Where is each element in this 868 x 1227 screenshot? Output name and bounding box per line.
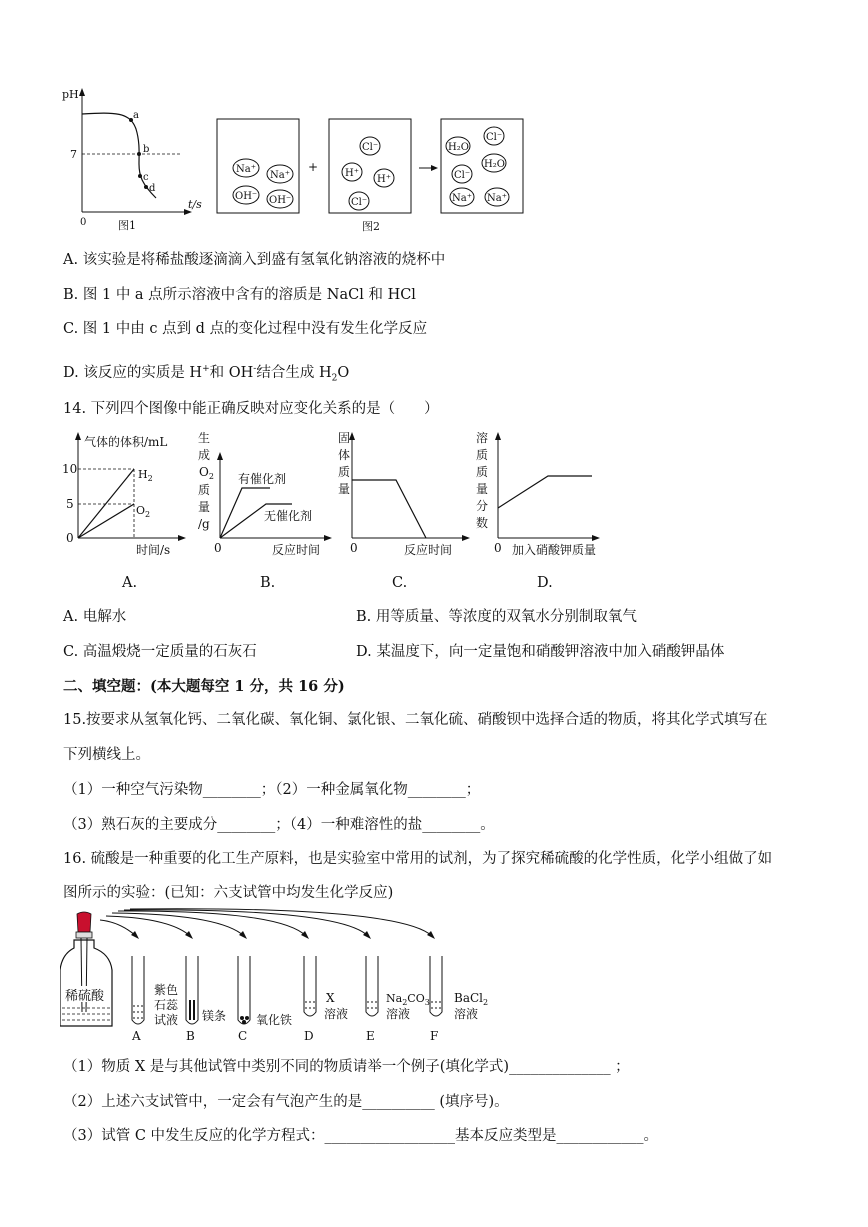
chart-c-origin: 0 <box>350 541 358 555</box>
chart-c-ylabel-2: 体 <box>338 448 351 462</box>
q14-label-d: D. <box>537 575 553 591</box>
q14-label-b: B. <box>260 575 276 591</box>
q15-line-2: 下列横线上。 <box>63 747 150 763</box>
q13-option-c: C. 图 1 中由 c 点到 d 点的变化过程中没有发生化学反应 <box>63 321 428 337</box>
reagent-d-2: 溶液 <box>324 1007 349 1021</box>
chart-b-origin: 0 <box>214 541 222 555</box>
chart-d-ylabel-1: 溶 <box>476 431 489 445</box>
box3-ion-1: Cl⁻ <box>486 132 503 143</box>
section-2-heading: 二、填空题：(本大题每空 1 分，共 16 分) <box>63 678 345 695</box>
q15-line-3: （1）一种空气污染物________；（2）一种金属氧化物________； <box>63 782 481 798</box>
chart-d-xlabel: 加入硝酸钾质量 <box>512 543 597 557</box>
q13-option-a: A. 该实验是将稀盐酸逐滴滴入到盛有氢氧化钠溶液的烧杯中 <box>63 252 446 268</box>
chart-a-y10: 10 <box>62 462 78 476</box>
tube-c <box>238 956 250 1024</box>
dropper-bulb <box>77 912 91 932</box>
q14-option-c: C. 高温煅烧一定质量的石灰石 <box>63 644 257 660</box>
q16-sub-1: （1）物质 X 是与其他试管中类别不同的物质请举一个例子(填化学式)______________ ； <box>63 1059 630 1075</box>
figure-2-ion-diagram <box>214 116 526 236</box>
chart-c-ylabel-3: 质 <box>338 465 351 479</box>
bottle-label: 稀硫酸 <box>65 989 105 1004</box>
chart-d-origin: 0 <box>494 541 502 555</box>
q15-line-1: 15.按要求从氢氧化钙、二氧化碳、氧化铜、氯化银、二氧化硫、硝酸钡中选择合适的物质，将其化学式填写在 <box>63 712 768 728</box>
chart-d-ylabel-6: 数 <box>476 516 489 530</box>
q14-option-a: A. 电解水 <box>63 609 127 625</box>
tube-label-c: C <box>238 1029 248 1043</box>
reagent-b: 镁条 <box>202 1009 227 1023</box>
tube-f <box>430 956 442 1016</box>
q14-option-b: B. 用等质量、等浓度的双氧水分别制取氧气 <box>356 609 637 625</box>
chart-c-ylabel-1: 固 <box>338 431 351 445</box>
q16-line-2: 图所示的实验：(已知：六支试管中均发生化学反应) <box>63 885 394 901</box>
reagent-d-1: X <box>326 991 335 1005</box>
chart-c-ylabel-4: 量 <box>338 482 351 496</box>
fig2-caption: 图2 <box>362 220 380 233</box>
box1-ion-1: Na⁺ <box>236 164 256 175</box>
chart-a-h2: $H_2$ <box>138 468 153 483</box>
reagent-a-2: 石蕊 <box>154 998 179 1012</box>
fig1-origin: 0 <box>80 217 87 228</box>
q14-chart-d <box>476 428 636 558</box>
q13-option-d: D. 该反应的实质是 H+和 OH-结合生成 $H_2O$ <box>63 364 350 384</box>
reagent-c: 氧化铁 <box>256 1013 293 1027</box>
tube-label-a: A <box>132 1029 141 1043</box>
box3-mol-1: H₂O <box>448 142 469 153</box>
chart-a-xlabel: 时间/s <box>136 543 171 557</box>
q14-label-c: C. <box>392 575 408 591</box>
box3-ion-3: Na⁺ <box>452 193 472 204</box>
box2-ion-3: H⁺ <box>377 174 391 185</box>
box3-mol-2: H₂O <box>484 159 505 170</box>
box2-ion-4: Cl⁻ <box>351 197 368 208</box>
fig1-y-label: pH <box>62 88 79 101</box>
tube-a <box>132 956 144 1024</box>
chart-c-xlabel: 反应时间 <box>404 543 453 557</box>
fig1-point-a: a <box>133 110 139 121</box>
box1-ion-3: OH⁻ <box>235 191 258 202</box>
q14-stem: 14. 下列四个图像中能正确反映对应变化关系的是（ ） <box>63 401 439 417</box>
q14-chart-c <box>336 428 476 558</box>
q15-line-4: （3）熟石灰的主要成分________；（4）一种难溶性的盐________。 <box>63 817 495 833</box>
tube-d <box>304 956 316 1016</box>
chart-a-y5: 5 <box>66 497 74 511</box>
chart-b-ylabel-4: 质 <box>198 483 211 497</box>
q14-chart-a <box>62 428 192 558</box>
reagent-a-3: 试液 <box>154 1013 179 1027</box>
chart-a-ylabel: 气体的体积/mL <box>84 435 168 449</box>
box3-ion-2: Cl⁻ <box>454 170 471 181</box>
chart-b-ylabel-3: $O_2$ <box>199 465 214 481</box>
chart-b-nocat: 无催化剂 <box>264 509 313 523</box>
fig1-seven: 7 <box>70 148 77 161</box>
chart-b-ylabel-2: 成 <box>198 448 211 462</box>
chart-d-ylabel-3: 质 <box>476 465 489 479</box>
chart-a-origin: 0 <box>66 531 74 545</box>
q14-label-a: A. <box>122 575 138 591</box>
tube-label-b: B <box>186 1029 195 1043</box>
reagent-e-2: 溶液 <box>386 1007 411 1021</box>
q16-sub-2: （2）上述六支试管中，一定会有气泡产生的是__________ (填序号)。 <box>63 1094 509 1110</box>
chart-d-ylabel-2: 质 <box>476 448 489 462</box>
tube-b <box>186 956 198 1024</box>
chart-b-cat: 有催化剂 <box>238 472 287 486</box>
tube-label-e: E <box>366 1029 375 1043</box>
fig1-point-c: c <box>143 172 149 183</box>
box2-ion-2: H⁺ <box>345 168 359 179</box>
box1-ion-4: OH⁻ <box>269 195 292 206</box>
q16-line-1: 16. 硫酸是一种重要的化工生产原料，也是实验室中常用的试剂，为了探究稀硫酸的化学性质，化学小组做了如 <box>63 851 773 867</box>
fig1-x-label: t/s <box>188 198 202 211</box>
chart-b-xlabel: 反应时间 <box>272 543 321 557</box>
chart-d-ylabel-5: 分 <box>476 499 489 513</box>
box2-ion-1: Cl⁻ <box>362 142 379 153</box>
box1-ion-2: Na⁺ <box>270 170 290 181</box>
q14-option-d: D. 某温度下，向一定量饱和硝酸钾溶液中加入硝酸钾晶体 <box>356 644 725 660</box>
plus-sign: + <box>308 160 319 174</box>
figure-1-ph-curve <box>60 84 210 234</box>
tube-label-f: F <box>430 1029 439 1043</box>
box3-ion-4: Na⁺ <box>487 193 507 204</box>
q14-chart-b <box>196 428 336 558</box>
chart-a-o2: $O_2$ <box>136 504 151 519</box>
fig1-point-d: d <box>149 183 156 194</box>
tube-e <box>366 956 378 1016</box>
fig1-point-b: b <box>143 144 150 155</box>
tube-label-d: D <box>304 1029 314 1043</box>
fig1-caption: 图1 <box>118 219 136 232</box>
reagent-f-1: BaCl$_2$ <box>454 991 489 1007</box>
chart-d-ylabel-4: 量 <box>476 482 489 496</box>
q16-sub-3: （3）试管 C 中发生反应的化学方程式：__________________基本反应类型是____________。 <box>63 1128 659 1144</box>
reagent-a-1: 紫色 <box>154 983 179 997</box>
chart-b-ylabel-6: /g <box>198 517 210 531</box>
chart-b-ylabel-1: 生 <box>198 431 211 445</box>
reagent-f-2: 溶液 <box>454 1007 479 1021</box>
chart-b-ylabel-5: 量 <box>198 500 211 514</box>
reagent-e-1: $Na_2CO_3$ <box>386 992 430 1007</box>
q13-option-b: B. 图 1 中 a 点所示溶液中含有的溶质是 NaCl 和 HCl <box>63 287 416 303</box>
q16-apparatus <box>60 908 500 1044</box>
